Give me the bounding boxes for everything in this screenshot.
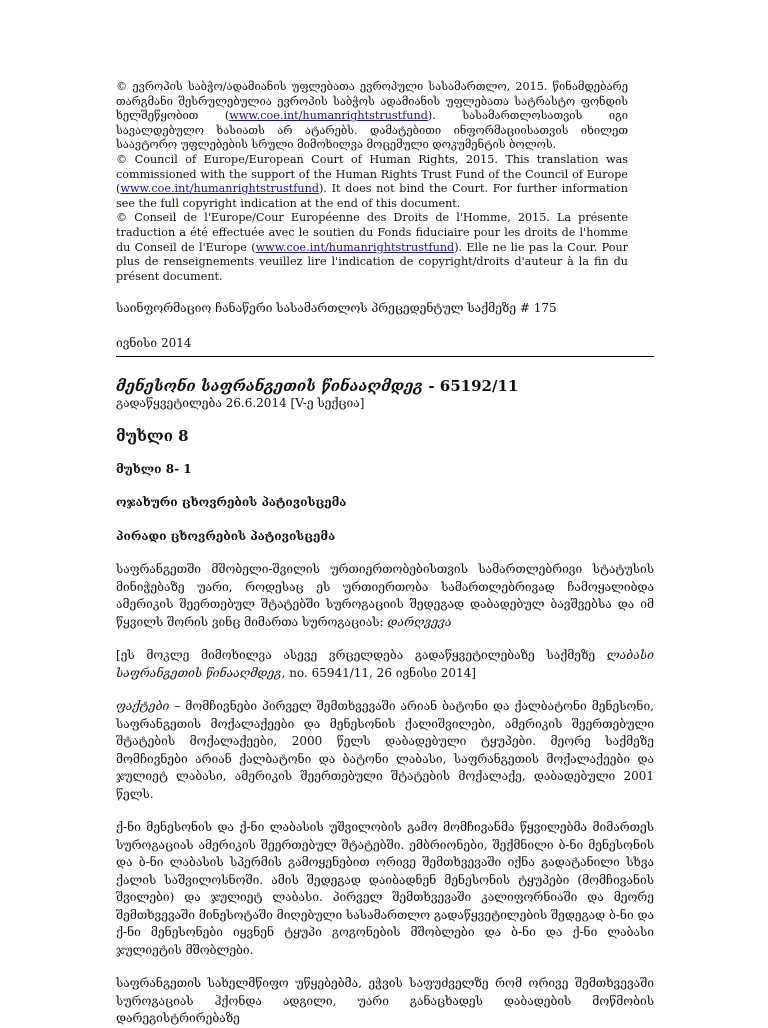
copyright-notice [116,80,628,284]
copyright-georgian: © ევროპის საბჭო/ადამიანის უფლებათა ევროპული სასამართლო, 2015. წინამდებარე თარგმანი შესრულებულია ევროპის საბჭოს ადამიანის უფლებათა სატრასტო ფონდის ხელშეწყობით (www.coe.int/humanrightstrustfund). სასამართლოსათვის იგი სავალდებულო ხასიათს არ ატარებს. დამატებითი ინფორმაციისათვის იხილეთ საავტორო უფლებების სრული მიმოხილვა მოცემული დოკუმენტის ბოლოს. [116,80,629,152]
heading-private-life: პირადი ცხოვრების პატივისცემა [116,528,336,543]
article-subheading: მუხლი 8- 1 [116,461,192,476]
trust-fund-link[interactable]: www.coe.int/humanrightstrustfund [255,240,455,254]
surrogacy-paragraph: ქ-ნი მენესონის და ქ-ნი ლაბასის უშვილობის გამო მომჩივანმა წყვილებმა მიმართეს სუროგაციას ამერიკის შეერთებულ შტატებში. ემბრიონები, შექმნილი ბ-ნი მენესონის და ბ-ნი ლაბასის სპერმის გამოყენებით ორივე შემთხვევაში იქნა გადატანილი სხვა ქალის საშვილოსნოში. ამის შედეგად დაიბადნენ მენესონის ტყუპები (მომჩივანის შვილები) და ჯულიეტ ლაბასი. პირველ შემთხვევაში კალიფორნიაში და მეორე შემთხვევაში მინესოტაში მიღებული სასამართლო გადაწყვეტილების შედეგად ბ-ნი და ქ-ნი მენესონები იყვნენ ტყუპი გოგონების მშობლები და ბ-ნი და ქ-ნი ლაბასი ჯულიეტის მშობლები. [116,820,654,957]
judgment-line: გადაწყვეტილება 26.6.2014 [V-ე სექცია] [116,396,365,410]
article-heading: მუხლი 8 [116,426,189,445]
heading-family-life: ოჯახური ცხოვრების პატივისცემა [116,495,347,509]
summary-paragraph: საფრანგეთში მშობელი-შვილის ურთიერთობებისთვის სამართლებრივი სტატუსის მინიჭებაზე უარი, როდესაც ეს ურთიერთობა სამართლებრივად ჩამოყალიბდა ამერიკის შეერთებულ შტატებში სუროგაციის შედეგად დაბადებულ ბავშვებსა და იმ წყვილს შორის ვინც მიმართა სუროგაციას: დარღვევა [116,562,654,629]
info-note: საინფორმაციო ჩანაწერი სასამართლოს პრეცედენტულ საქმეზე # 175 [116,301,557,315]
facts-label: ფაქტები [116,699,170,713]
divider [116,356,654,357]
refusal-paragraph: საფრანგეთის სახელმწიფო უწყებებმა, ეჭვის საფუძველზე რომ ორივე შემთხვევაში სუროგაციას ჰქონდა ადგილი, უარი განაცხადეს დაბადების მოწმობის დარეგისტრირებაზე [116,976,654,1025]
case-title: მენესონი საფრანგეთის წინააღმდეგ - 65192/11 [116,377,519,395]
document-body [116,300,654,1028]
facts-paragraph: ფაქტები – მომჩივნები პირველ შემთხვევაში არიან ბატონი და ქალბატონი მენესონი, საფრანგეთის მოქალაქეები და მენესონის ქალიშვილები, ამერიკის შეერთებული შტატების მოქალაქეები, 2000 წელს დაბადებული ტყუპები. მეორე საქმეზე მომჩივნები არიან ქალბატონი და ბატონი ლაბასი, საფრანგეთის მოქალაქეები და ჯულიეტ ლაბასი, ამერიკის შეერთებული შტატების მოქალაქე, დაბადებული 2001 წელს. [116,699,654,801]
trust-fund-link[interactable]: www.coe.int/humanrightstrustfund [120,182,319,196]
summary-keyword: დარღვევა [387,614,452,629]
copyright-english: © Council of Europe/European Court of Human Rights, 2015. This translation was commissioned with the support of the Human Rights Trust Fund of the Council of Europe (www.coe.int/humanrightstrustfund). It does not bind the Court. For further information see the full copyright indication at the end of this document. [116,152,628,210]
see-also-paragraph: [ეს მოკლე მიმოხილვა ასევე ვრცელდება გადაწყვეტილებაზე საქმეზე ლაბასი საფრანგეთის წინააღმდეგ, no. 65941/11, 26 ივნისი 2014] [116,648,654,680]
copyright-french: © Conseil de l'Europe/Cour Européenne des Droits de l'Homme, 2015. La présente traduction a été effectuée avec le soutien du Fonds fiduciaire pour les droits de l'homme du Conseil de l'Europe (www.coe.int/humanrightstrustfund). Elle ne lie pas la Cour. Pour plus de renseignements veuillez lire l'indication de copyright/droits d'auteur à la fin du présent document. [116,211,629,283]
trust-fund-link[interactable]: www.coe.int/humanrightstrustfund [229,109,428,123]
publication-date: ივნისი 2014 [116,335,192,350]
